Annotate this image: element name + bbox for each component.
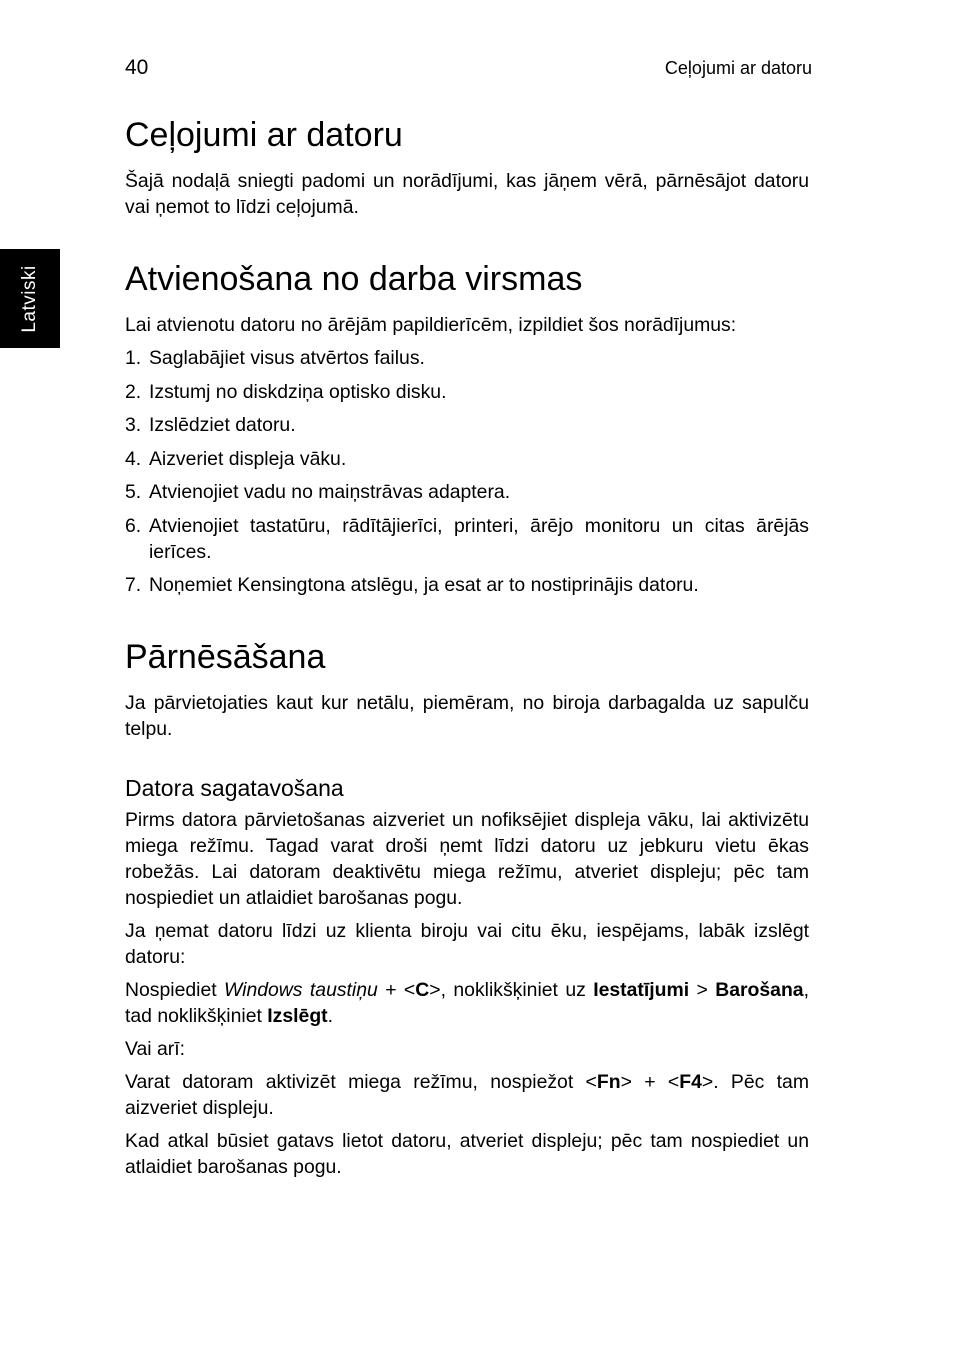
- list-number: 7.: [125, 574, 142, 596]
- list-text: Aizveriet displeja vāku.: [149, 447, 347, 470]
- disconnect-steps: [125, 345, 809, 598]
- text-run: .: [327, 1005, 334, 1027]
- text-run: >: [689, 979, 716, 1001]
- carrying-paragraph: Ja pārvietojaties kaut kur netālu, piemēram, no biroja darbagalda uz sapulču telpu.: [125, 692, 809, 740]
- intro-paragraph: Šajā nodaļā sniegti padomi un norādījumi, kas jāņem vērā, pārnēsājot datoru vai ņemot to līdzi ceļojumā.: [125, 170, 809, 218]
- subsection-heading-prep: Datora sagatavošana: [125, 775, 344, 801]
- text-run: >, noklikšķiniet uz: [429, 979, 594, 1001]
- chapter-title: Ceļojumi ar datoru: [125, 116, 403, 154]
- prep-paragraph-4: Vai arī:: [125, 1038, 185, 1060]
- list-number: 5.: [125, 481, 142, 503]
- running-header: Ceļojumi ar datoru: [664, 58, 812, 78]
- list-text: Izstumj no diskdziņa optisko disku.: [149, 380, 447, 403]
- page-number: 40: [125, 56, 149, 79]
- text-run: , tad noklikšķiniet: [125, 979, 809, 1027]
- list-text: Atvienojiet vadu no maiņstrāvas adaptera.: [149, 481, 511, 503]
- key-c: C: [415, 979, 430, 1001]
- list-item: [125, 446, 809, 472]
- prep-paragraph-3: [125, 977, 809, 1029]
- side-tab-label: Latviski: [19, 264, 40, 333]
- list-number: 1.: [125, 347, 142, 369]
- text-run: + <: [377, 979, 416, 1001]
- list-text: Noņemiet Kensingtona atslēgu, ja esat ar to nostiprinājis datoru.: [149, 574, 699, 596]
- list-item: [125, 479, 809, 505]
- key-f4: F4: [679, 1071, 702, 1093]
- prep-paragraph-1: Pirms datora pārvietošanas aizveriet un nofiksējiet displeja vāku, lai aktivizētu miega režīmu. Tagad varat droši ņemt līdzi datoru uz jebkuru vietu ēkas robežās. Lai datoram deaktivētu miega režīmu, atveriet displeju; pēc tam nospiediet un atlaidiet barošanas pogu.: [125, 809, 809, 909]
- disconnect-lead: Lai atvienotu datoru no ārējām papildierīcēm, izpildiet šos norādījumus:: [125, 314, 737, 336]
- list-item: [125, 513, 809, 565]
- key-fn: Fn: [596, 1071, 621, 1093]
- list-number: 3.: [125, 414, 142, 436]
- page-content: [125, 112, 809, 1187]
- prep-paragraph-5: [125, 1069, 809, 1121]
- windows-key-text: Windows taustiņu: [224, 979, 378, 1001]
- settings-label: Iestatījumi: [593, 979, 690, 1001]
- power-label: Barošana: [715, 979, 804, 1001]
- list-number: 4.: [125, 447, 142, 470]
- section-heading-disconnect: Atvienošana no darba virsmas: [125, 260, 583, 298]
- list-number: 6.: [125, 514, 142, 537]
- list-item: [125, 572, 809, 598]
- list-item: [125, 412, 809, 438]
- text-run: Varat datoram aktivizēt miega režīmu, nospiežot <: [125, 1071, 597, 1093]
- text-run: >. Pēc tam aizveriet displeju.: [125, 1071, 809, 1119]
- section-heading-carrying: Pārnēsāšana: [125, 638, 326, 676]
- text-run: > + <: [620, 1071, 680, 1093]
- prep-paragraph-6: Kad atkal būsiet gatavs lietot datoru, atveriet displeju; pēc tam nospiediet un atlaidiet barošanas pogu.: [125, 1130, 809, 1178]
- list-item: [125, 345, 809, 371]
- list-text: Saglabājiet visus atvērtos failus.: [149, 347, 425, 369]
- prep-paragraph-2: Ja ņemat datoru līdzi uz klienta biroju vai citu ēku, iespējams, labāk izslēgt datoru:: [125, 920, 809, 968]
- language-side-tab: [0, 249, 60, 348]
- text-run: Nospiediet: [125, 979, 225, 1001]
- shutdown-label: Izslēgt: [267, 1005, 328, 1027]
- list-number: 2.: [125, 380, 142, 403]
- list-text: Izslēdziet datoru.: [149, 414, 296, 436]
- list-item: [125, 379, 809, 405]
- list-text: Atvienojiet tastatūru, rādītājierīci, printeri, ārējo monitoru un citas ārējās ierīces.: [149, 514, 809, 563]
